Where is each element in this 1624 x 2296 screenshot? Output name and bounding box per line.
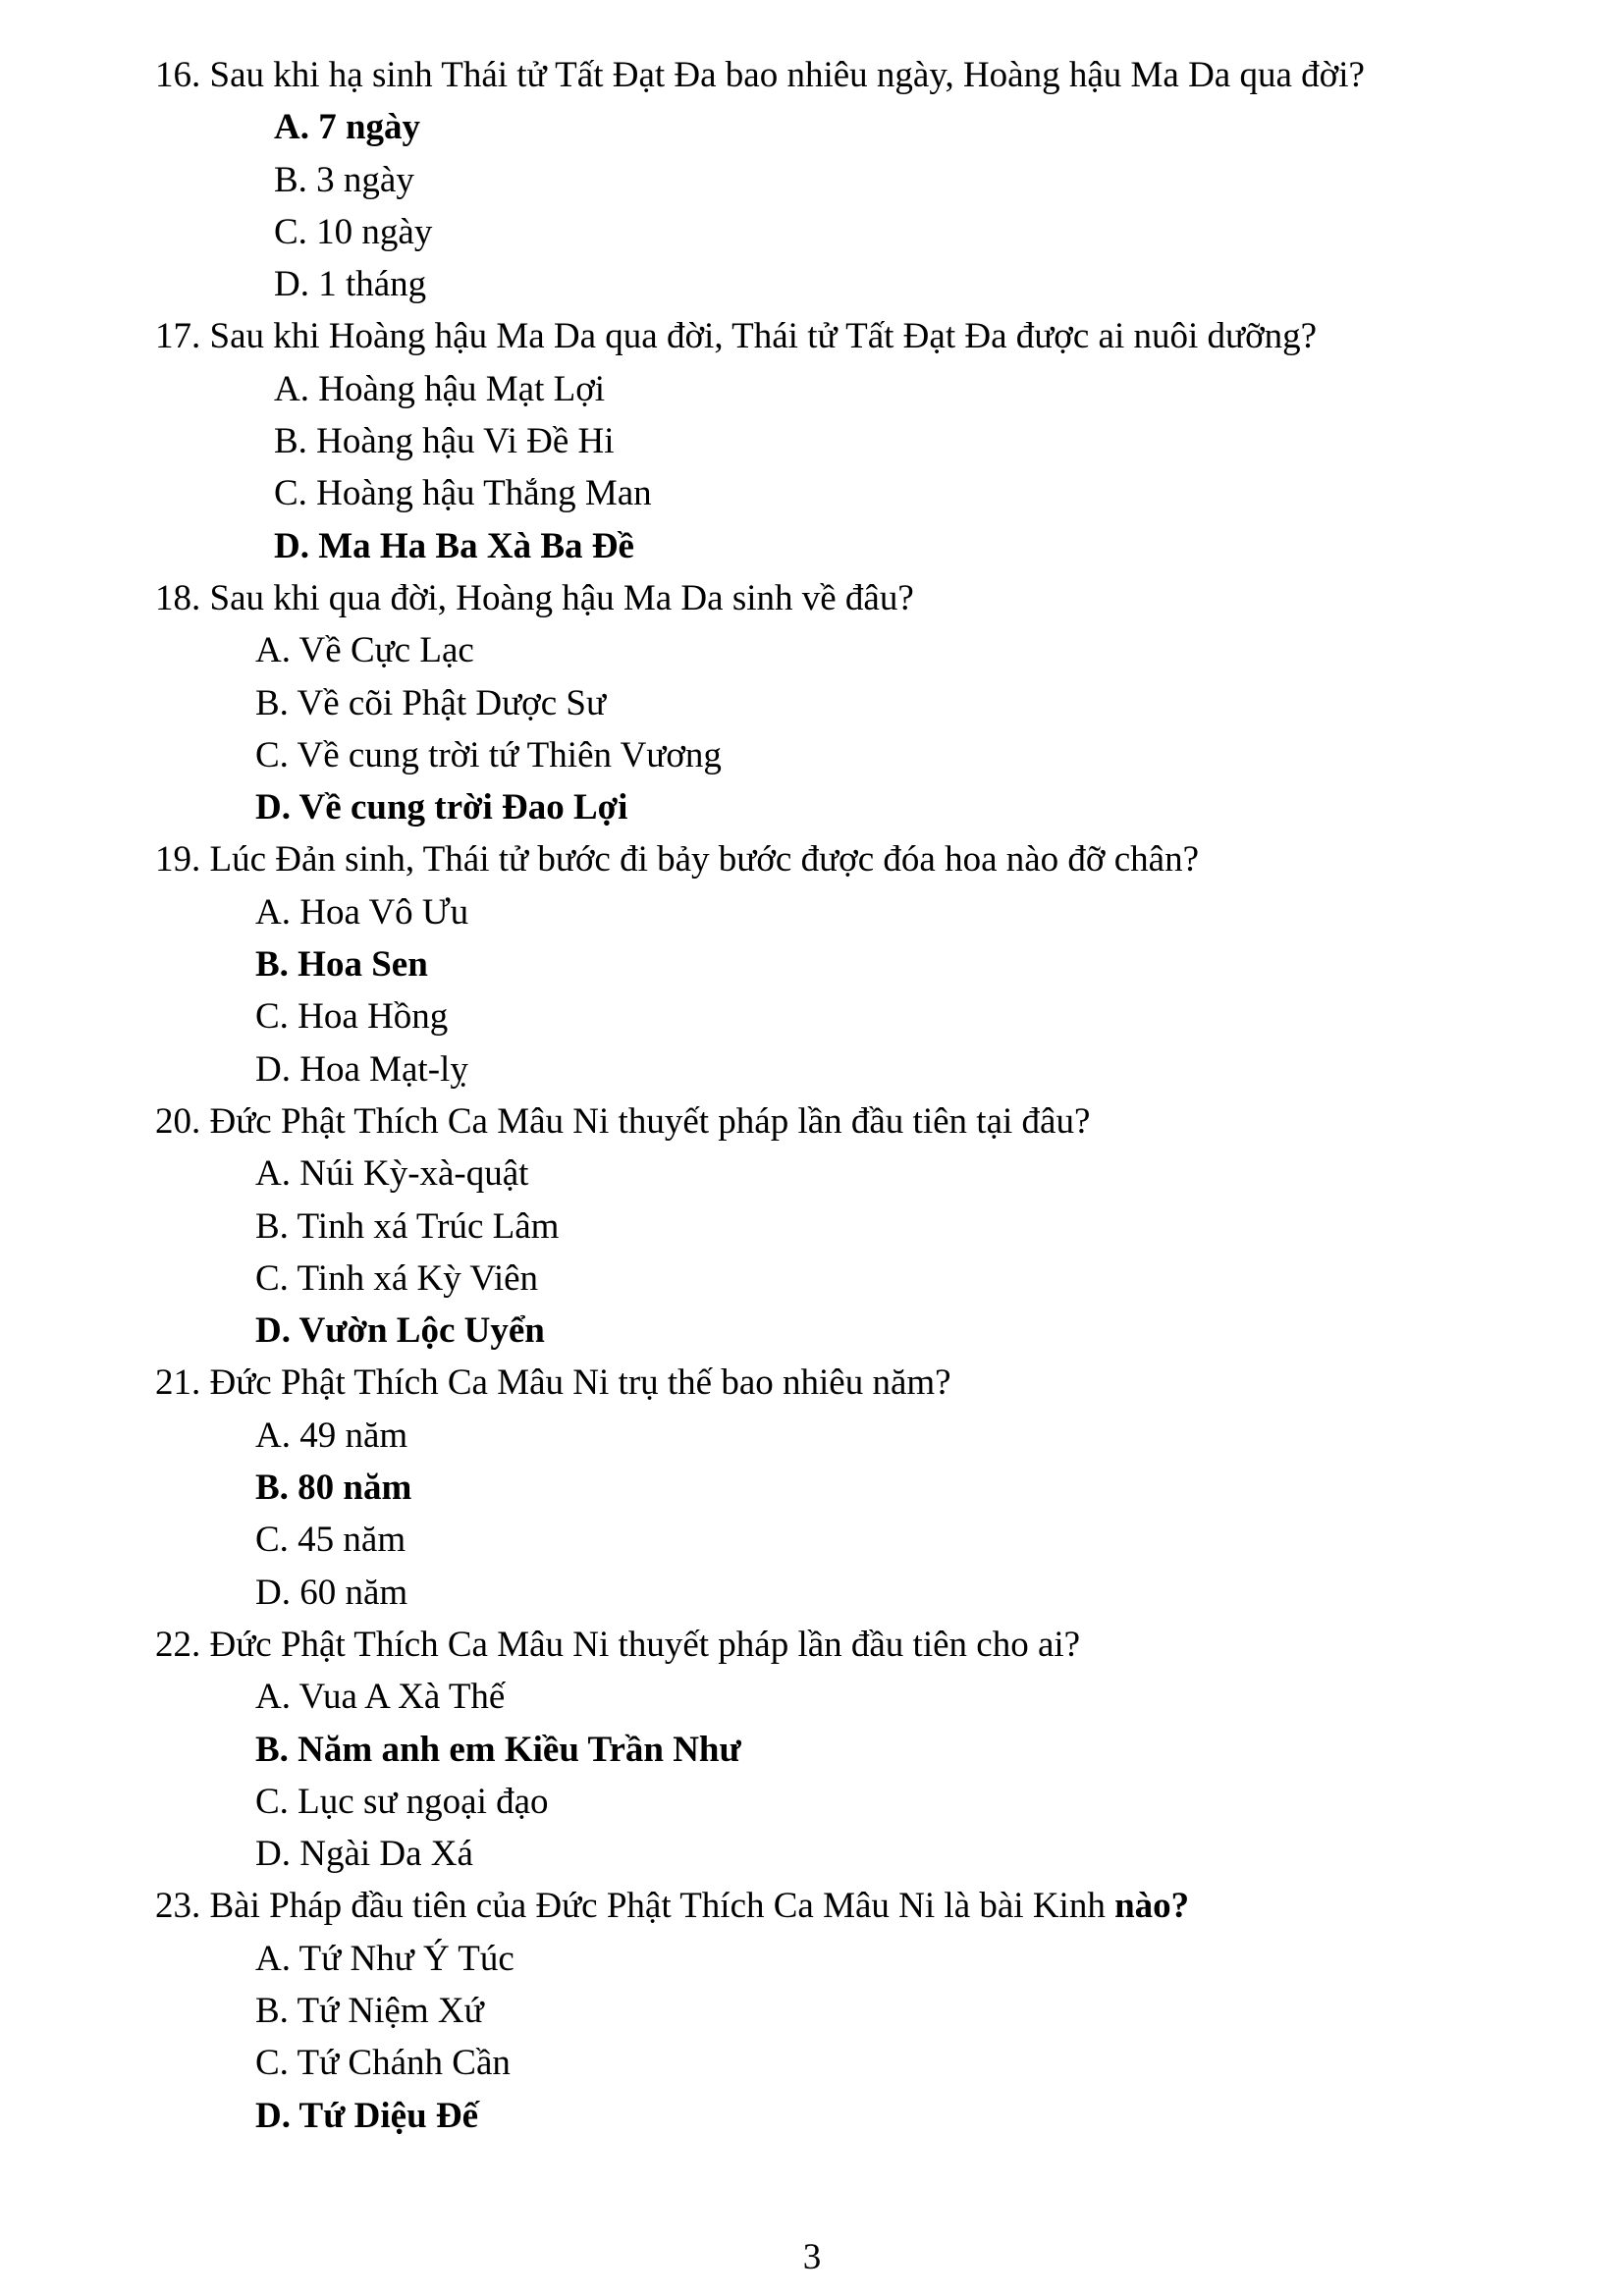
option-c: C. Hoàng hậu Thắng Man [274, 473, 652, 514]
question-body: Đức Phật Thích Ca Mâu Ni thuyết pháp lần đầu tiên tại đâu? [209, 1100, 1091, 1142]
question-text [155, 1880, 1510, 1932]
option-d: D. Hoa Mạt-lỵ [255, 1048, 468, 1090]
question-number: 19. [155, 839, 201, 881]
question-body: Sau khi hạ sinh Thái tử Tất Đạt Đa bao nhiêu ngày, Hoàng hậu Ma Da qua đời? [209, 55, 1365, 95]
option-b: B. Tứ Niệm Xứ [255, 1990, 484, 2031]
question-body: Bài Pháp đầu tiên của Đức Phật Thích Ca Mâu Ni là bài Kinh [209, 1886, 1106, 1927]
page-number: 3 [802, 2237, 822, 2277]
option-c: C. Về cung trời tứ Thiên Vương [255, 734, 722, 775]
quiz-list [155, 49, 1510, 2142]
option-b: B. 3 ngày [274, 159, 414, 200]
question-text [155, 49, 1510, 101]
question-body: Sau khi qua đời, Hoàng hậu Ma Da sinh về đâu? [209, 577, 914, 618]
question-18 [155, 572, 1510, 833]
question-number: 20. [155, 1100, 201, 1142]
option-a: A. Về Cực Lạc [255, 630, 474, 671]
option-c: C. Hoa Hồng [255, 996, 449, 1038]
question-text [155, 1357, 1510, 1409]
option-c: C. Tứ Chánh Cần [255, 2043, 511, 2084]
option-b: B. Hoàng hậu Vi Đề Hi [274, 421, 615, 462]
option-d: D. 60 năm [255, 1572, 408, 1613]
question-body: Lúc Đản sinh, Thái tử bước đi bảy bước được đóa hoa nào đỡ chân? [209, 839, 1199, 881]
option-a-correct: A. 7 ngày [274, 107, 421, 148]
option-c: C. Tinh xá Kỳ Viên [255, 1257, 539, 1299]
question-17 [155, 310, 1510, 571]
option-b-correct: B. Năm anh em Kiều Trần Như [255, 1729, 741, 1770]
question-body: Đức Phật Thích Ca Mâu Ni thuyết pháp lần đầu tiên cho ai? [209, 1624, 1081, 1665]
option-c: C. Lục sư ngoại đạo [255, 1781, 549, 1822]
option-a: A. Hoa Vô Ưu [255, 891, 469, 933]
question-23 [155, 1880, 1510, 2141]
option-a: A. Vua A Xà Thế [255, 1677, 506, 1718]
question-22 [155, 1619, 1510, 1880]
question-20 [155, 1095, 1510, 1357]
question-16 [155, 49, 1510, 310]
option-d-correct: D. Về cung trời Đao Lợi [255, 787, 628, 828]
option-c: C. 45 năm [255, 1520, 406, 1561]
question-text [155, 572, 1510, 624]
option-a: A. Tứ Như Ý Túc [255, 1938, 514, 1979]
question-19 [155, 833, 1510, 1095]
question-21 [155, 1357, 1510, 1618]
question-text [155, 310, 1510, 362]
option-d-correct: D. Tứ Diệu Đế [255, 2095, 479, 2136]
question-number: 16. [155, 55, 201, 95]
question-number: 22. [155, 1624, 201, 1665]
question-number: 23. [155, 1886, 201, 1927]
option-b: B. Về cõi Phật Dược Sư [255, 682, 607, 723]
question-text [155, 1619, 1510, 1671]
option-b-correct: B. Hoa Sen [255, 944, 428, 986]
question-number: 21. [155, 1362, 201, 1404]
question-body: Sau khi Hoàng hậu Ma Da qua đời, Thái tử Tất Đạt Đa được ai nuôi dưỡng? [209, 316, 1318, 357]
question-body-bold-tail: nào? [1114, 1886, 1190, 1927]
option-a: A. 49 năm [255, 1415, 408, 1456]
option-b: B. Tinh xá Trúc Lâm [255, 1205, 560, 1247]
option-b-correct: B. 80 năm [255, 1468, 412, 1509]
option-a: A. Hoàng hậu Mạt Lợi [274, 368, 606, 409]
option-d: D. 1 tháng [274, 264, 427, 305]
question-number: 17. [155, 316, 201, 357]
question-text [155, 1095, 1510, 1148]
question-number: 18. [155, 577, 201, 618]
option-a: A. Núi Kỳ-xà-quật [255, 1153, 529, 1195]
question-body: Đức Phật Thích Ca Mâu Ni trụ thế bao nhiêu năm? [209, 1362, 951, 1404]
option-d-correct: D. Ma Ha Ba Xà Ba Đề [274, 525, 634, 566]
option-c: C. 10 ngày [274, 211, 433, 252]
option-d: D. Ngài Da Xá [255, 1834, 473, 1875]
question-text [155, 833, 1510, 885]
option-d-correct: D. Vườn Lộc Uyển [255, 1310, 545, 1352]
